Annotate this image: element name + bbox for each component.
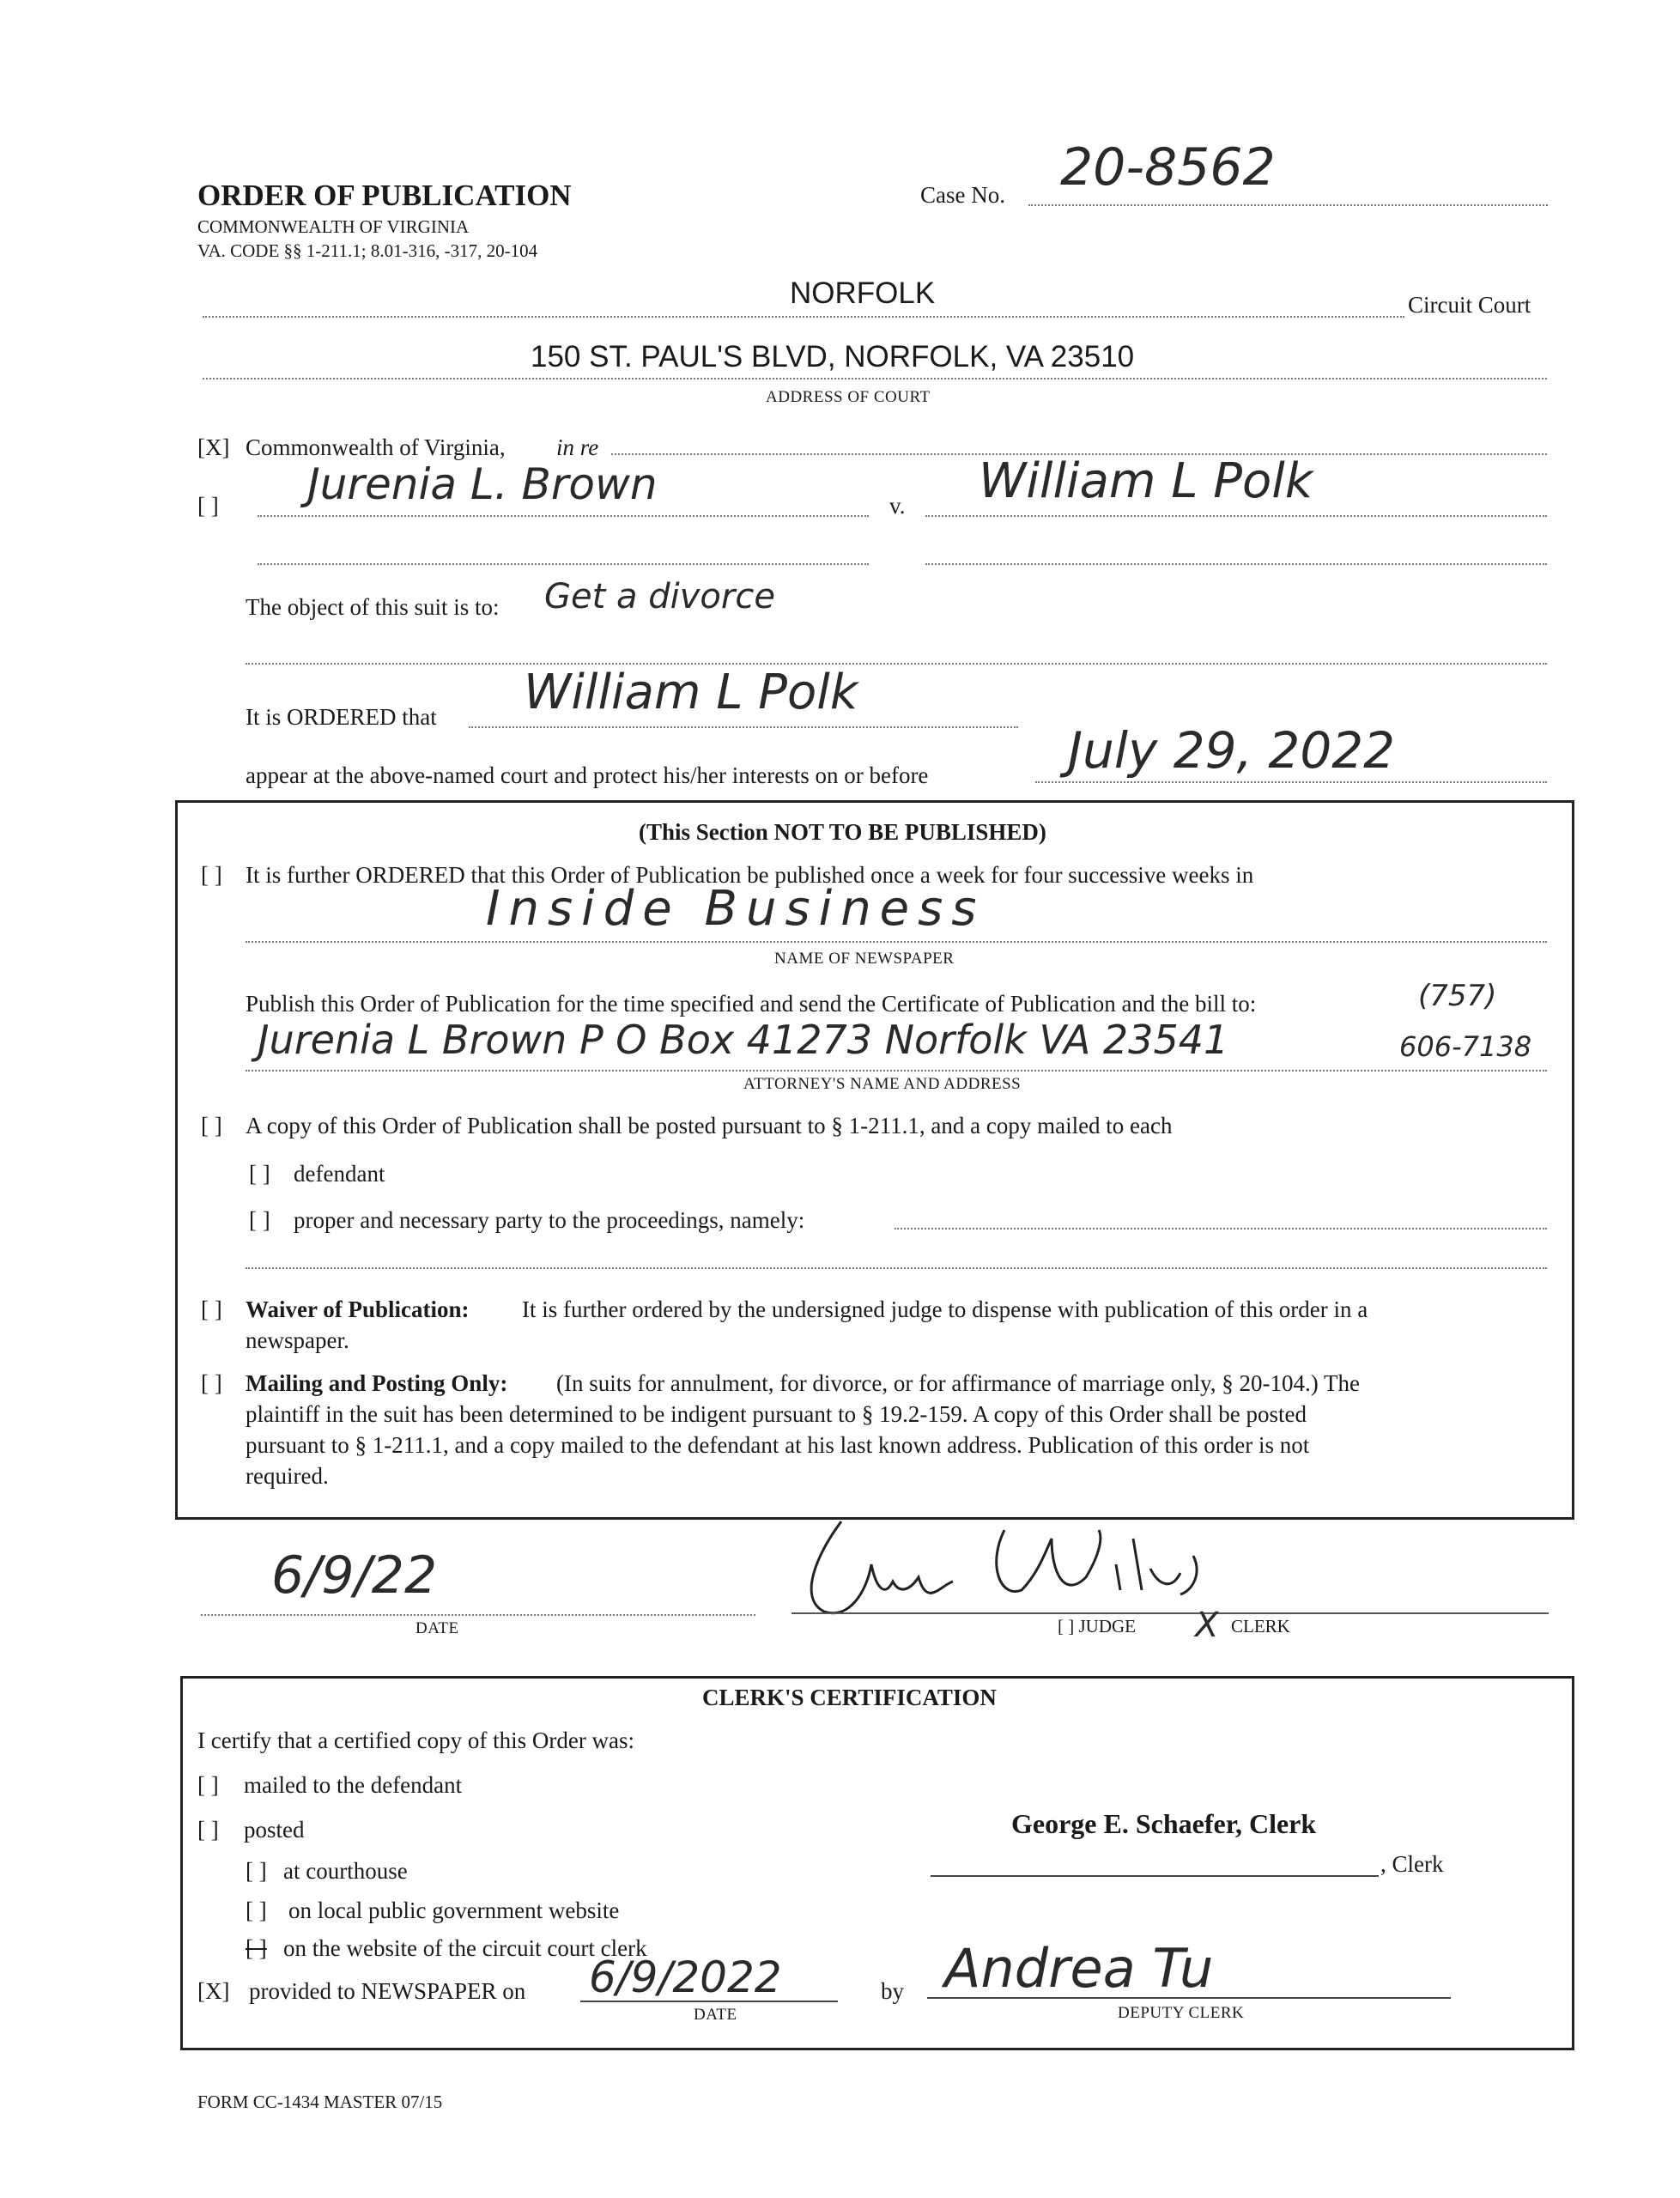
party-line — [895, 1228, 1547, 1230]
clerk-cert-intro: I certify that a certified copy of this Order was: — [197, 1727, 635, 1753]
ordered-label: It is ORDERED that — [246, 704, 437, 730]
clerk-name-line — [931, 1875, 1379, 1877]
newspaper-line — [246, 941, 1547, 943]
mailing-text-1: (In suits for annulment, for divorce, or for affirmance of marriage only, § 20-104.) The — [556, 1370, 1360, 1396]
versus-label: v. — [889, 493, 906, 519]
waiver-title: Waiver of Publication: — [246, 1296, 470, 1322]
appear-text: appear at the above-named court and protect his/her interests on or before — [246, 762, 929, 788]
signature-line — [791, 1612, 1549, 1614]
form-footer: FORM CC-1434 MASTER 07/15 — [197, 2092, 443, 2112]
signature-date-line — [201, 1614, 755, 1616]
newspaper-provided-checkbox[interactable]: [X] — [197, 1978, 230, 2004]
local-website-checkbox[interactable]: [ ] — [246, 1897, 267, 1923]
local-website-option: on local public government website — [288, 1897, 620, 1923]
deputy-clerk-signature: Andrea Tu — [944, 1937, 1214, 2000]
circuit-court-label: Circuit Court — [1408, 292, 1531, 318]
form-subtitle-code: VA. CODE §§ 1-211.1; 8.01-316, -317, 20-104 — [197, 240, 538, 261]
court-address-line — [203, 378, 1547, 379]
clerk-mark: X — [1195, 1606, 1219, 1645]
mailing-title: Mailing and Posting Only: — [246, 1370, 508, 1396]
commonwealth-label: Commonwealth of Virginia, — [246, 434, 506, 460]
circuit-website-checkbox[interactable]: [ ] — [246, 1935, 267, 1961]
case-number-line — [1028, 204, 1548, 206]
form-subtitle-commonwealth: COMMONWEALTH OF VIRGINIA — [197, 216, 470, 237]
newspaper-caption: NAME OF NEWSPAPER — [774, 950, 955, 968]
appear-date: July 29, 2022 — [1068, 721, 1396, 780]
by-label: by — [881, 1978, 904, 2004]
bill-text: Publish this Order of Publication for the time specified and send the Certificate of Publication and the bill to: — [246, 991, 1257, 1017]
defendant-option: defendant — [294, 1161, 385, 1187]
not-published-heading: (This Section NOT TO BE PUBLISHED) — [639, 819, 1046, 845]
mailing-text-4: required. — [246, 1463, 329, 1489]
mailed-checkbox[interactable]: [ ] — [197, 1772, 219, 1798]
courthouse-checkbox[interactable]: [ ] — [246, 1858, 267, 1884]
mailing-text-2: plaintiff in the suit has been determined to be indigent pursuant to § 19.2-159. A copy of this Order shall be posted — [246, 1401, 1307, 1427]
waiver-text: It is further ordered by the undersigned judge to dispense with publication of this order in a — [522, 1296, 1368, 1322]
attorney-name-address: Jurenia L Brown P O Box 41273 Norfolk VA 23541 — [258, 1017, 1229, 1063]
court-name-line — [203, 316, 1404, 318]
defendant-checkbox[interactable]: [ ] — [249, 1161, 270, 1187]
party-checkbox[interactable]: [ ] — [249, 1207, 270, 1233]
signature-date: 6/9/22 — [271, 1545, 438, 1606]
appear-date-line — [1035, 781, 1547, 783]
plaintiff-name: Jurenia L. Brown — [307, 459, 658, 509]
deputy-clerk-line — [927, 1997, 1451, 1999]
court-address: 150 ST. PAUL'S BLVD, NORFOLK, VA 23510 — [531, 340, 1135, 373]
ordered-name: William L Polk — [524, 665, 858, 720]
waiver-checkbox[interactable]: [ ] — [201, 1296, 222, 1322]
plaintiff-line — [258, 515, 869, 517]
in-re-label: in re — [556, 434, 599, 460]
newspaper-provided-date: 6/9/2022 — [589, 1952, 782, 2002]
phone-area-code: (757) — [1418, 979, 1497, 1013]
attorney-phone: 606-7138 — [1399, 1030, 1532, 1063]
court-name: NORFOLK — [790, 276, 936, 310]
mailing-checkbox[interactable]: [ ] — [201, 1370, 222, 1396]
court-address-caption: ADDRESS OF COURT — [766, 388, 931, 406]
party-option: proper and necessary party to the proceedings, namely: — [294, 1207, 805, 1233]
clerk-name: George E. Schaefer, Clerk — [1011, 1808, 1317, 1839]
mailed-option: mailed to the defendant — [244, 1772, 463, 1798]
clerk-option[interactable]: CLERK — [1231, 1616, 1290, 1636]
posted-checkbox[interactable]: [ ] — [197, 1817, 219, 1843]
signature-date-caption: DATE — [415, 1619, 459, 1637]
copy-text: A copy of this Order of Publication shall be posted pursuant to § 1-211.1, and a copy mailed to each — [246, 1113, 1173, 1138]
plaintiff-line-2 — [258, 563, 869, 565]
case-number-value: 20-8562 — [1060, 137, 1276, 197]
attorney-line — [246, 1070, 1547, 1072]
newspaper-name: Inside Business — [486, 881, 986, 937]
ordered-name-line — [469, 726, 1018, 728]
copy-checkbox[interactable]: [ ] — [201, 1113, 222, 1138]
circuit-website-option: on the website of the circuit court clerk — [283, 1935, 647, 1961]
newspaper-date-caption: DATE — [694, 2006, 737, 2024]
versus-checkbox[interactable]: [ ] — [197, 493, 219, 519]
judge-option[interactable]: [ ] JUDGE — [1058, 1616, 1136, 1636]
attorney-caption: ATTORNEY'S NAME AND ADDRESS — [743, 1075, 1022, 1093]
mailing-text-3: pursuant to § 1-211.1, and a copy mailed to the defendant at his last known address. Publication of this order is not — [246, 1432, 1310, 1458]
case-number-label: Case No. — [920, 182, 1005, 208]
defendant-line — [925, 515, 1547, 517]
commonwealth-checkbox[interactable]: [X] — [197, 434, 230, 460]
deputy-clerk-caption: DEPUTY CLERK — [1118, 2004, 1245, 2022]
publish-checkbox[interactable]: [ ] — [201, 862, 222, 888]
clerk-suffix: , Clerk — [1380, 1851, 1444, 1877]
clerk-cert-heading: CLERK'S CERTIFICATION — [702, 1685, 997, 1710]
defendant-line-2 — [925, 563, 1547, 565]
object-line — [246, 663, 1547, 665]
newspaper-date-line — [580, 2001, 838, 2002]
publish-text: It is further ORDERED that this Order of Publication be published once a week for four successive weeks in — [246, 862, 1254, 888]
courthouse-option: at courthouse — [283, 1858, 408, 1884]
posted-option: posted — [244, 1817, 305, 1843]
defendant-name: William L Polk — [979, 453, 1313, 509]
object-value: Get a divorce — [544, 577, 775, 616]
object-label: The object of this suit is to: — [246, 594, 500, 620]
newspaper-provided-option: provided to NEWSPAPER on — [249, 1978, 526, 2004]
party-line-2 — [246, 1267, 1547, 1269]
waiver-text-2: newspaper. — [246, 1327, 349, 1353]
form-title: ORDER OF PUBLICATION — [197, 179, 572, 212]
